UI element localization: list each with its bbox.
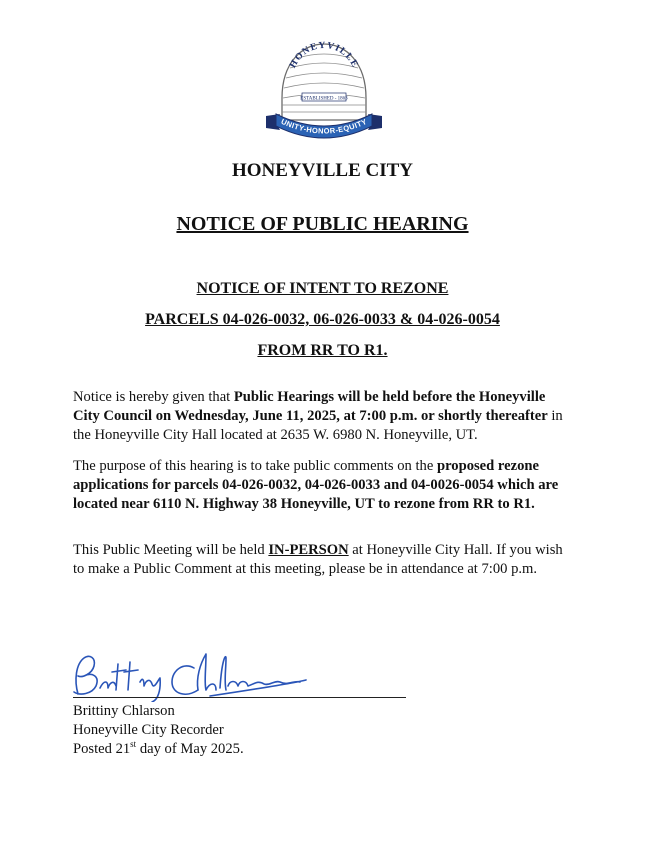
- signature-line: [73, 697, 406, 698]
- posted-date: Posted 21st day of May 2025.: [73, 739, 244, 757]
- parcels-subheading: PARCELS 04-026-0032, 06-026-0033 & 04-026-0054: [145, 311, 500, 328]
- attendance-paragraph: This Public Meeting will be held IN-PERSON at Honeyville City Hall. If you wish to make a Public Comment at this meeting, please be in attendance at 7:00 p.m.: [73, 542, 563, 577]
- svg-text:ESTABLISHED - 1863: ESTABLISHED - 1863: [300, 96, 348, 102]
- signature-block: [73, 702, 244, 759]
- signer-name: Brittiny Chlarson: [73, 703, 175, 719]
- hearing-purpose-paragraph: The purpose of this hearing is to take public comments on the proposed rezone applications for parcels 04-026-0032, 04-026-0033 and 04-0026-0054 which are located near 6110 N. Highway 38 Honeyville, UT to rezone from RR to R1.: [73, 458, 559, 512]
- notice-title-heading: NOTICE OF PUBLIC HEARING: [176, 213, 469, 235]
- rezone-from-to-subheading: FROM RR TO R1.: [257, 342, 388, 359]
- svg-text:HONEYVILLE: HONEYVILLE: [288, 40, 360, 70]
- handwritten-signature: [60, 650, 410, 702]
- city-name-heading: HONEYVILLE CITY: [231, 160, 414, 181]
- intent-subheading: NOTICE OF INTENT TO REZONE: [196, 280, 449, 297]
- honeyville-city-seal-logo: [262, 38, 386, 140]
- signer-title: Honeyville City Recorder: [73, 722, 224, 738]
- hearing-notice-paragraph: Notice is hereby given that Public Hearings will be held before the Honeyville City Council on Wednesday, June 11, 2025, at 7:00 p.m. or shortly thereafter in the Honeyville City Hall located at 2635 W. 6980 N. Honeyville, UT.: [73, 389, 563, 443]
- svg-text:UNITY-HONOR-EQUITY: UNITY-HONOR-EQUITY: [279, 116, 369, 136]
